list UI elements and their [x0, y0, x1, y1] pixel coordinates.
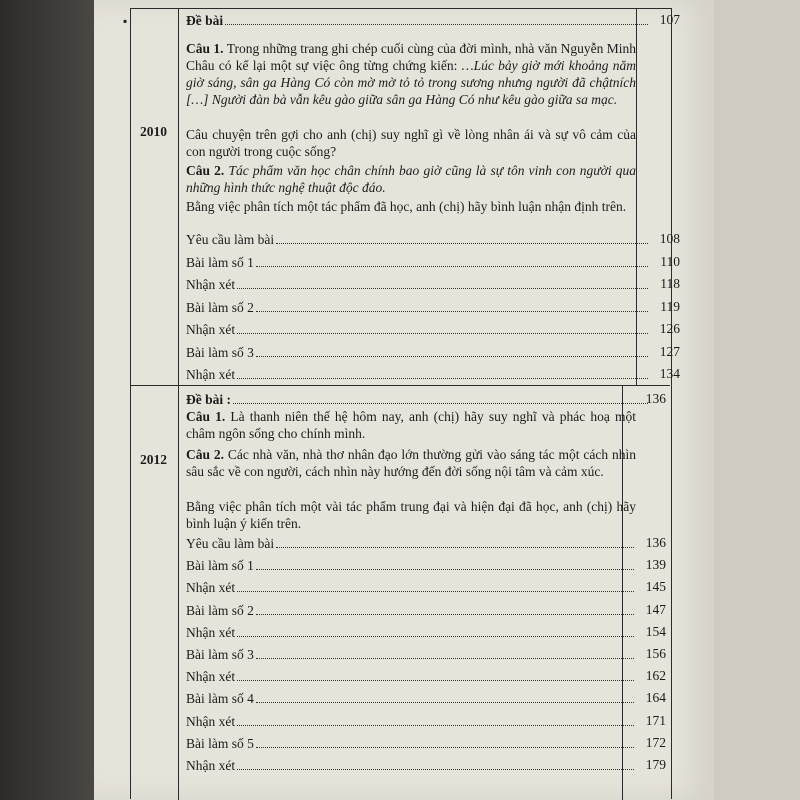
toc-row-label: Bài làm số 2: [186, 602, 254, 618]
page-number: 136: [645, 391, 666, 406]
question-2-prompt-2010: Bằng việc phân tích một tác phẩm đã học, anh (chị) hãy bình luận nhận định trên.: [186, 199, 627, 214]
year-2012: 2012: [140, 452, 167, 467]
page-number: 127: [659, 343, 680, 359]
page-number: 171: [645, 712, 666, 728]
dot-leader: [237, 378, 648, 379]
question-2-2010: Câu 2. Tác phẩm văn học chân chính bao giờ cũng là sự tôn vinh con người qua những hình thức nghệ thuật độc đáo.: [186, 163, 636, 195]
dot-leader: [237, 725, 634, 726]
section-divider: [130, 385, 670, 386]
dot-leader: [276, 243, 648, 244]
toc-row-label: Nhận xét: [186, 758, 236, 773]
toc-row[interactable]: [186, 576, 636, 596]
toc-row-de-bai-2010[interactable]: Đề bài: [186, 9, 650, 29]
toc-row-label: Nhận xét: [186, 367, 236, 382]
toc-row-label: Nhận xét: [186, 624, 236, 640]
page-number: 108: [659, 231, 680, 246]
toc-row[interactable]: [186, 273, 650, 293]
dot-leader: [256, 747, 634, 748]
toc-row[interactable]: [186, 621, 636, 641]
page-number: 119: [660, 298, 680, 314]
page-number: 145: [645, 579, 666, 595]
page-number: 110: [660, 253, 680, 269]
toc-row-label: Nhận xét: [186, 277, 236, 292]
dot-leader: [256, 614, 634, 615]
toc-row-label: Nhận xét: [186, 580, 236, 596]
toc-row[interactable]: [186, 732, 636, 752]
toc-row-label: Yêu cầu làm bài: [186, 232, 275, 247]
page-number: 139: [645, 557, 666, 573]
dot-leader: [256, 311, 648, 312]
toc-row-label: Nhận xét: [186, 669, 236, 685]
toc-row-label: Bài làm số 2: [186, 299, 254, 315]
toc-row[interactable]: [186, 532, 636, 552]
toc-row[interactable]: [186, 710, 636, 730]
page-number: 107: [659, 12, 680, 27]
page-number: 118: [660, 276, 680, 291]
toc-row-label: Yêu cầu làm bài: [186, 536, 275, 551]
toc-row[interactable]: [186, 341, 650, 361]
dot-leader: [237, 769, 634, 770]
page-number: 156: [645, 646, 666, 661]
toc-row-label: Nhận xét: [186, 713, 236, 729]
toc-row-label: Bài làm số 3: [186, 647, 254, 662]
dot-leader: [237, 680, 634, 681]
toc-row[interactable]: [186, 318, 650, 338]
margin-mark: ▪: [123, 14, 128, 28]
question-2-prompt-2012: Bằng việc phân tích một vài tác phẩm trung đại và hiện đại đã học, anh (chị) hãy bình luận ý kiến trên.: [186, 499, 636, 531]
toc-row[interactable]: [186, 687, 636, 707]
page-number: 164: [645, 690, 666, 706]
toc-row[interactable]: [186, 754, 636, 774]
question-1-prompt-2010: Câu chuyện trên gợi cho anh (chị) suy nghĩ gì về lòng nhân ái và sự vô cảm của con người trong cuộc sống?: [186, 127, 636, 159]
toc-row[interactable]: [186, 643, 636, 663]
toc-row-label: Bài làm số 1: [186, 254, 254, 270]
toc-row-label: Bài làm số 1: [186, 558, 254, 574]
toc-row[interactable]: [186, 296, 650, 316]
question-2-2012: Câu 2. Các nhà văn, nhà thơ nhân đạo lớn thường gửi vào sáng tác một cách nhìn sâu sắc về con người, cách nhìn này hướng đến đời sống nội tâm và cảm xúc.: [186, 447, 637, 479]
dot-leader: [256, 702, 634, 703]
toc-row[interactable]: [186, 665, 636, 685]
toc-row-label: Bài làm số 3: [186, 344, 254, 360]
toc-row-de-bai-2012[interactable]: Đề bài :: [186, 388, 650, 408]
toc-row[interactable]: [186, 251, 650, 271]
page-number: 154: [645, 623, 666, 639]
page-number: 134: [659, 366, 680, 381]
toc-row-label: Bài làm số 4: [186, 691, 254, 707]
dot-leader: [237, 591, 634, 592]
toc-row-label: Bài làm số 5: [186, 735, 254, 751]
page-number: 172: [645, 734, 666, 750]
question-1-2012: Câu 1. Là thanh niên thế hệ hôm nay, anh (chị) hãy suy nghĩ và phác hoạ một châm ngôn sống cho chính mình.: [186, 409, 637, 441]
dot-leader: [256, 658, 634, 659]
dot-leader: [276, 547, 634, 548]
page-number: 179: [645, 757, 666, 772]
dot-leader: [237, 333, 648, 334]
page-shadow: [0, 0, 94, 800]
dot-leader: [256, 569, 634, 570]
page-number: 162: [645, 668, 666, 684]
dot-leader: [237, 636, 634, 637]
toc-row[interactable]: [186, 599, 636, 619]
page-number: 126: [659, 321, 680, 336]
dot-leader: [256, 356, 648, 357]
toc-row[interactable]: [186, 228, 650, 248]
dot-leader: [256, 266, 648, 267]
question-1-2010: Câu 1. Trong những trang ghi chép cuối cùng của đời mình, nhà văn Nguyễn Minh Châu có kể lại một sự việc ông từng chứng kiến: …Lúc bảy giờ mới khoảng năm giờ sáng, sân ga Hàng Có còn mờ mờ tỏ tỏ trong sương nhưng người đã chậtních […] Người đàn bà vẫn kêu gào giữa sân ga Hàng Có như kêu gào giữa sa mạc.: [186, 41, 637, 107]
page-number: 136: [645, 535, 666, 550]
toc-row-label: Nhận xét: [186, 322, 236, 337]
year-2010: 2010: [140, 124, 167, 139]
toc-row[interactable]: [186, 363, 650, 383]
year-column-divider: [178, 8, 179, 800]
page-number: 147: [645, 601, 666, 617]
toc-row[interactable]: [186, 554, 636, 574]
dot-leader: [237, 288, 648, 289]
